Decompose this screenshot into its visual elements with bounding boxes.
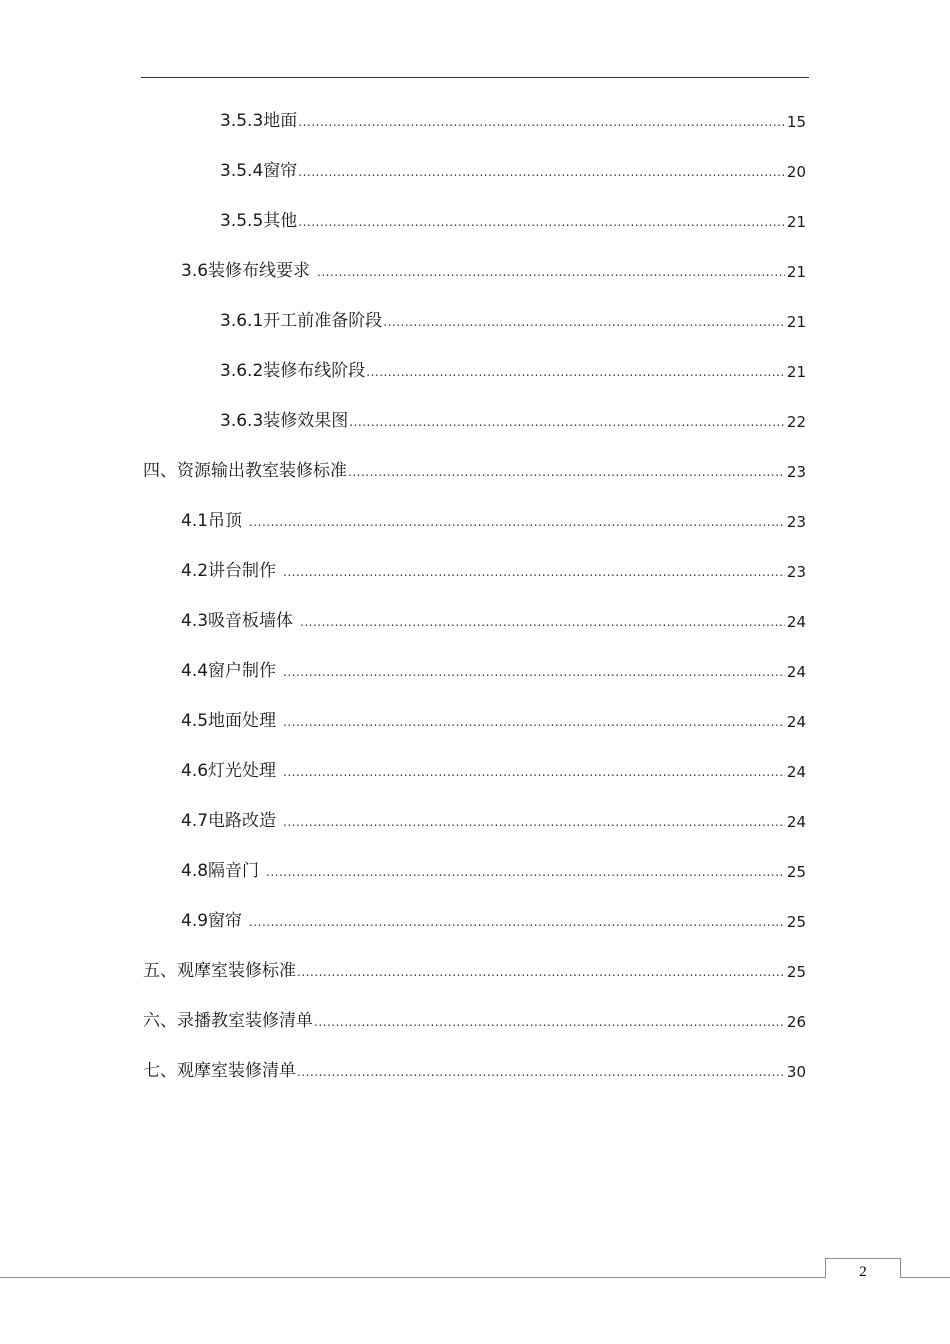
- toc-entry[interactable]: [181, 658, 806, 682]
- toc-dot-leader: [283, 765, 785, 779]
- toc-entry-number: 3.5.3: [220, 111, 264, 131]
- toc-entry-title: 吊顶: [208, 511, 243, 531]
- toc-entry-number: 3.5.5: [220, 211, 264, 231]
- footer-rule: [0, 1277, 825, 1278]
- toc-entry[interactable]: [181, 608, 806, 632]
- toc-dot-leader: [349, 415, 785, 429]
- toc-entry-number: 4.2: [181, 561, 209, 581]
- toc-entry-page: 26: [786, 1013, 806, 1031]
- toc-entry[interactable]: [143, 458, 806, 482]
- toc-entry-number: 四、: [143, 461, 177, 481]
- toc-entry-title: 窗帘: [208, 911, 243, 931]
- toc-entry-page: 30: [786, 1063, 806, 1081]
- toc-dot-leader: [283, 665, 785, 679]
- toc-dot-leader: [317, 265, 785, 279]
- toc-entry-title: 地面处理: [208, 711, 277, 731]
- toc-entry[interactable]: [143, 958, 806, 982]
- toc-entry-number: 4.7: [181, 811, 209, 831]
- toc-entry-page: 24: [786, 763, 806, 781]
- toc-entry-page: 25: [786, 913, 806, 931]
- page-number: 2: [825, 1258, 901, 1278]
- toc-entry-page: 21: [786, 363, 806, 381]
- toc-dot-leader: [298, 215, 785, 229]
- toc-entry-number: 4.1: [181, 511, 209, 531]
- toc-entry[interactable]: [181, 508, 806, 532]
- toc-dot-leader: [383, 315, 785, 329]
- toc-dot-leader: [249, 915, 785, 929]
- toc-entry-title: 灯光处理: [208, 761, 277, 781]
- toc-entry-number: 4.8: [181, 861, 209, 881]
- toc-entry-title: 观摩室装修标准: [177, 961, 296, 981]
- toc-entry-page: 24: [786, 663, 806, 681]
- toc-entry[interactable]: [220, 408, 806, 432]
- footer-rule-right: [901, 1277, 950, 1278]
- toc-entry[interactable]: [220, 158, 806, 182]
- toc-entry-page: 23: [786, 563, 806, 581]
- toc-entry-title: 装修布线阶段: [263, 361, 366, 381]
- toc-entry-page: 20: [786, 163, 806, 181]
- toc-entry[interactable]: [143, 1058, 806, 1082]
- toc-dot-leader: [314, 1015, 785, 1029]
- toc-entry[interactable]: [220, 108, 806, 132]
- toc-dot-leader: [298, 165, 785, 179]
- toc-dot-leader: [297, 965, 785, 979]
- toc-entry-number: 七、: [143, 1061, 177, 1081]
- toc-entry-page: 24: [786, 713, 806, 731]
- toc-entry-title: 其他: [263, 211, 298, 231]
- toc-dot-leader: [366, 365, 785, 379]
- toc-dot-leader: [283, 815, 785, 829]
- toc-entry[interactable]: [220, 358, 806, 382]
- toc-entry-number: 3.6: [181, 261, 209, 281]
- toc-entry-title: 资源输出教室装修标准: [177, 461, 347, 481]
- toc-entry-page: 23: [786, 513, 806, 531]
- toc-entry-number: 4.6: [181, 761, 209, 781]
- toc-dot-leader: [298, 115, 785, 129]
- toc-entry[interactable]: [181, 758, 806, 782]
- toc-entry[interactable]: [220, 308, 806, 332]
- toc-dot-leader: [348, 465, 785, 479]
- toc-entry-page: 21: [786, 213, 806, 231]
- toc-entry-number: 3.5.4: [220, 161, 264, 181]
- toc-entry-page: 24: [786, 613, 806, 631]
- toc-entry-title: 观摩室装修清单: [177, 1061, 296, 1081]
- toc-entry-title: 录播教室装修清单: [177, 1011, 313, 1031]
- toc-entry-number: 3.6.3: [220, 411, 264, 431]
- toc-entry[interactable]: [181, 858, 806, 882]
- toc-dot-leader: [300, 615, 785, 629]
- toc-entry-page: 21: [786, 313, 806, 331]
- toc-entry-number: 五、: [143, 961, 177, 981]
- toc-dot-leader: [283, 565, 785, 579]
- toc-entry-number: 4.3: [181, 611, 209, 631]
- toc-entry-number: 4.4: [181, 661, 209, 681]
- toc-dot-leader: [249, 515, 785, 529]
- toc-entry[interactable]: [181, 708, 806, 732]
- toc-entry-page: 25: [786, 863, 806, 881]
- toc-entry-title: 电路改造: [208, 811, 277, 831]
- toc-dot-leader: [283, 715, 785, 729]
- toc-entry[interactable]: [181, 808, 806, 832]
- toc-entry-page: 25: [786, 963, 806, 981]
- toc-entry-number: 4.9: [181, 911, 209, 931]
- toc-dot-leader: [297, 1065, 785, 1079]
- toc-entry-page: 15: [786, 113, 806, 131]
- toc-entry-page: 24: [786, 813, 806, 831]
- toc-entry-title: 开工前准备阶段: [263, 311, 383, 331]
- toc-entry-number: 六、: [143, 1011, 177, 1031]
- toc-entry[interactable]: [181, 258, 806, 282]
- toc-entry-title: 装修效果图: [263, 411, 349, 431]
- toc-entry[interactable]: [143, 1008, 806, 1032]
- toc-entry-title: 吸音板墙体: [208, 611, 294, 631]
- toc-entry[interactable]: [220, 208, 806, 232]
- toc-entry-number: 3.6.2: [220, 361, 264, 381]
- toc-entry-number: 4.5: [181, 711, 209, 731]
- toc-entry-title: 窗帘: [263, 161, 298, 181]
- toc-entry-page: 21: [786, 263, 806, 281]
- toc-entry-title: 装修布线要求: [208, 261, 311, 281]
- toc-entry-title: 地面: [263, 111, 298, 131]
- toc-dot-leader: [266, 865, 785, 879]
- toc-entry-title: 讲台制作: [208, 561, 277, 581]
- toc-entry-page: 22: [786, 413, 806, 431]
- toc-entry[interactable]: [181, 908, 806, 932]
- toc-entry[interactable]: [181, 558, 806, 582]
- toc-entry-title: 隔音门: [208, 861, 260, 881]
- toc-entry-number: 3.6.1: [220, 311, 264, 331]
- toc-entry-title: 窗户制作: [208, 661, 277, 681]
- toc-entry-page: 23: [786, 463, 806, 481]
